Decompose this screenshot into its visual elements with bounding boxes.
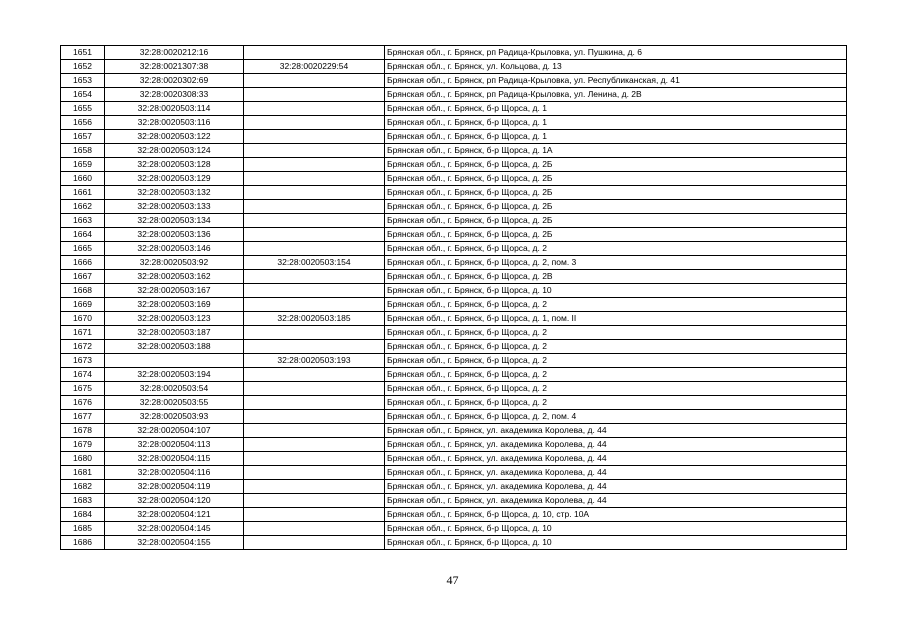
parent-cadastral-number-cell <box>244 298 385 312</box>
cadastral-number-cell: 32:28:0020503:116 <box>105 116 244 130</box>
cadastral-number-cell: 32:28:0020503:134 <box>105 214 244 228</box>
table-row <box>61 424 847 438</box>
table-row <box>61 228 847 242</box>
address-cell: Брянская обл., г. Брянск, б-р Щорса, д. 2 <box>385 368 847 382</box>
table-row <box>61 74 847 88</box>
parent-cadastral-number-cell <box>244 382 385 396</box>
address-cell: Брянская обл., г. Брянск, б-р Щорса, д. 2 <box>385 326 847 340</box>
parent-cadastral-number-cell <box>244 340 385 354</box>
cadastral-number-cell: 32:28:0020503:133 <box>105 200 244 214</box>
row-number-cell: 1675 <box>61 382 105 396</box>
parent-cadastral-number-cell <box>244 74 385 88</box>
cadastral-number-cell: 32:28:0020503:54 <box>105 382 244 396</box>
table-row <box>61 256 847 270</box>
table-row <box>61 382 847 396</box>
address-cell: Брянская обл., г. Брянск, б-р Щорса, д. 2Б <box>385 158 847 172</box>
row-number-cell: 1678 <box>61 424 105 438</box>
cadastral-number-cell: 32:28:0020503:55 <box>105 396 244 410</box>
address-cell: Брянская обл., г. Брянск, ул. академика Королева, д. 44 <box>385 480 847 494</box>
parent-cadastral-number-cell <box>244 228 385 242</box>
cadastral-number-cell: 32:28:0020308:33 <box>105 88 244 102</box>
row-number-cell: 1671 <box>61 326 105 340</box>
cadastral-number-cell: 32:28:0020212:16 <box>105 46 244 60</box>
address-cell: Брянская обл., г. Брянск, б-р Щорса, д. 10 <box>385 284 847 298</box>
address-cell: Брянская обл., г. Брянск, б-р Щорса, д. 2Б <box>385 186 847 200</box>
row-number-cell: 1662 <box>61 200 105 214</box>
row-number-cell: 1663 <box>61 214 105 228</box>
row-number-cell: 1679 <box>61 438 105 452</box>
row-number-cell: 1667 <box>61 270 105 284</box>
address-cell: Брянская обл., г. Брянск, б-р Щорса, д. 2Б <box>385 228 847 242</box>
row-number-cell: 1681 <box>61 466 105 480</box>
table-row <box>61 438 847 452</box>
address-cell: Брянская обл., г. Брянск, б-р Щорса, д. 1, пом. II <box>385 312 847 326</box>
table-row <box>61 214 847 228</box>
parent-cadastral-number-cell <box>244 466 385 480</box>
cadastral-number-cell: 32:28:0020504:120 <box>105 494 244 508</box>
table-row <box>61 396 847 410</box>
parent-cadastral-number-cell <box>244 46 385 60</box>
table-row <box>61 480 847 494</box>
parent-cadastral-number-cell <box>244 480 385 494</box>
address-cell: Брянская обл., г. Брянск, б-р Щорса, д. 2 <box>385 396 847 410</box>
address-cell: Брянская обл., г. Брянск, б-р Щорса, д. 2, пом. 4 <box>385 410 847 424</box>
table-row <box>61 158 847 172</box>
row-number-cell: 1651 <box>61 46 105 60</box>
parent-cadastral-number-cell <box>244 326 385 340</box>
cadastral-number-cell: 32:28:0020504:155 <box>105 536 244 550</box>
property-table <box>60 45 847 550</box>
table-row <box>61 354 847 368</box>
parent-cadastral-number-cell <box>244 130 385 144</box>
row-number-cell: 1676 <box>61 396 105 410</box>
row-number-cell: 1670 <box>61 312 105 326</box>
cadastral-number-cell: 32:28:0020503:129 <box>105 172 244 186</box>
row-number-cell: 1664 <box>61 228 105 242</box>
table-row <box>61 298 847 312</box>
table-row <box>61 130 847 144</box>
table-row <box>61 284 847 298</box>
cadastral-number-cell: 32:28:0020504:116 <box>105 466 244 480</box>
row-number-cell: 1666 <box>61 256 105 270</box>
table-row <box>61 368 847 382</box>
parent-cadastral-number-cell <box>244 144 385 158</box>
cadastral-number-cell: 32:28:0020503:187 <box>105 326 244 340</box>
table-row <box>61 270 847 284</box>
row-number-cell: 1683 <box>61 494 105 508</box>
row-number-cell: 1682 <box>61 480 105 494</box>
row-number-cell: 1659 <box>61 158 105 172</box>
parent-cadastral-number-cell <box>244 410 385 424</box>
address-cell: Брянская обл., г. Брянск, б-р Щорса, д. 2 <box>385 354 847 368</box>
table-row <box>61 46 847 60</box>
row-number-cell: 1685 <box>61 522 105 536</box>
parent-cadastral-number-cell <box>244 88 385 102</box>
row-number-cell: 1668 <box>61 284 105 298</box>
row-number-cell: 1677 <box>61 410 105 424</box>
cadastral-number-cell: 32:28:0020503:162 <box>105 270 244 284</box>
cadastral-number-cell: 32:28:0020503:124 <box>105 144 244 158</box>
parent-cadastral-number-cell <box>244 284 385 298</box>
address-cell: Брянская обл., г. Брянск, рп Радица-Крыловка, ул. Ленина, д. 2В <box>385 88 847 102</box>
table-row <box>61 340 847 354</box>
address-cell: Брянская обл., г. Брянск, б-р Щорса, д. 2 <box>385 242 847 256</box>
address-cell: Брянская обл., г. Брянск, ул. академика Королева, д. 44 <box>385 438 847 452</box>
cadastral-number-cell: 32:28:0021307:38 <box>105 60 244 74</box>
cadastral-number-cell: 32:28:0020504:115 <box>105 452 244 466</box>
address-cell: Брянская обл., г. Брянск, б-р Щорса, д. 2, пом. 3 <box>385 256 847 270</box>
table-row <box>61 186 847 200</box>
address-cell: Брянская обл., г. Брянск, б-р Щорса, д. 1 <box>385 130 847 144</box>
parent-cadastral-number-cell <box>244 116 385 130</box>
row-number-cell: 1654 <box>61 88 105 102</box>
address-cell: Брянская обл., г. Брянск, б-р Щорса, д. 2 <box>385 382 847 396</box>
cadastral-number-cell: 32:28:0020504:119 <box>105 480 244 494</box>
address-cell: Брянская обл., г. Брянск, ул. академика Королева, д. 44 <box>385 494 847 508</box>
row-number-cell: 1686 <box>61 536 105 550</box>
address-cell: Брянская обл., г. Брянск, б-р Щорса, д. 2Б <box>385 172 847 186</box>
parent-cadastral-number-cell <box>244 172 385 186</box>
row-number-cell: 1660 <box>61 172 105 186</box>
address-cell: Брянская обл., г. Брянск, рп Радица-Крыловка, ул. Пушкина, д. 6 <box>385 46 847 60</box>
address-cell: Брянская обл., г. Брянск, б-р Щорса, д. 1 <box>385 102 847 116</box>
parent-cadastral-number-cell <box>244 494 385 508</box>
table-row <box>61 410 847 424</box>
table-row <box>61 536 847 550</box>
parent-cadastral-number-cell <box>244 102 385 116</box>
row-number-cell: 1665 <box>61 242 105 256</box>
cadastral-number-cell: 32:28:0020503:93 <box>105 410 244 424</box>
row-number-cell: 1653 <box>61 74 105 88</box>
address-cell: Брянская обл., г. Брянск, рп Радица-Крыловка, ул. Республиканская, д. 41 <box>385 74 847 88</box>
address-cell: Брянская обл., г. Брянск, б-р Щорса, д. 10 <box>385 536 847 550</box>
cadastral-number-cell: 32:28:0020503:122 <box>105 130 244 144</box>
address-cell: Брянская обл., г. Брянск, ул. академика Королева, д. 44 <box>385 452 847 466</box>
address-cell: Брянская обл., г. Брянск, ул. академика Королева, д. 44 <box>385 466 847 480</box>
cadastral-number-cell: 32:28:0020504:107 <box>105 424 244 438</box>
table-row <box>61 102 847 116</box>
parent-cadastral-number-cell <box>244 186 385 200</box>
parent-cadastral-number-cell <box>244 158 385 172</box>
address-cell: Брянская обл., г. Брянск, б-р Щорса, д. 2 <box>385 298 847 312</box>
parent-cadastral-number-cell <box>244 214 385 228</box>
address-cell: Брянская обл., г. Брянск, б-р Щорса, д. 2В <box>385 270 847 284</box>
cadastral-number-cell <box>105 354 244 368</box>
table-row <box>61 60 847 74</box>
cadastral-number-cell: 32:28:0020503:123 <box>105 312 244 326</box>
cadastral-number-cell: 32:28:0020503:128 <box>105 158 244 172</box>
row-number-cell: 1673 <box>61 354 105 368</box>
property-table-body <box>61 46 847 550</box>
row-number-cell: 1672 <box>61 340 105 354</box>
row-number-cell: 1661 <box>61 186 105 200</box>
address-cell: Брянская обл., г. Брянск, б-р Щорса, д. 2 <box>385 340 847 354</box>
row-number-cell: 1655 <box>61 102 105 116</box>
row-number-cell: 1674 <box>61 368 105 382</box>
parent-cadastral-number-cell <box>244 270 385 284</box>
table-row <box>61 452 847 466</box>
table-row <box>61 116 847 130</box>
table-row <box>61 494 847 508</box>
parent-cadastral-number-cell <box>244 438 385 452</box>
cadastral-number-cell: 32:28:0020503:194 <box>105 368 244 382</box>
cadastral-number-cell: 32:28:0020503:92 <box>105 256 244 270</box>
row-number-cell: 1656 <box>61 116 105 130</box>
row-number-cell: 1680 <box>61 452 105 466</box>
parent-cadastral-number-cell <box>244 200 385 214</box>
cadastral-number-cell: 32:28:0020503:169 <box>105 298 244 312</box>
parent-cadastral-number-cell <box>244 242 385 256</box>
parent-cadastral-number-cell <box>244 452 385 466</box>
address-cell: Брянская обл., г. Брянск, б-р Щорса, д. 2Б <box>385 214 847 228</box>
row-number-cell: 1669 <box>61 298 105 312</box>
row-number-cell: 1684 <box>61 508 105 522</box>
row-number-cell: 1657 <box>61 130 105 144</box>
table-row <box>61 508 847 522</box>
address-cell: Брянская обл., г. Брянск, ул. академика Королева, д. 44 <box>385 424 847 438</box>
table-row <box>61 522 847 536</box>
cadastral-number-cell: 32:28:0020503:188 <box>105 340 244 354</box>
parent-cadastral-number-cell: 32:28:0020229:54 <box>244 60 385 74</box>
parent-cadastral-number-cell: 32:28:0020503:193 <box>244 354 385 368</box>
row-number-cell: 1652 <box>61 60 105 74</box>
table-row <box>61 144 847 158</box>
cadastral-number-cell: 32:28:0020504:145 <box>105 522 244 536</box>
cadastral-number-cell: 32:28:0020503:132 <box>105 186 244 200</box>
table-row <box>61 200 847 214</box>
parent-cadastral-number-cell <box>244 396 385 410</box>
address-cell: Брянская обл., г. Брянск, ул. Кольцова, д. 13 <box>385 60 847 74</box>
parent-cadastral-number-cell: 32:28:0020503:154 <box>244 256 385 270</box>
cadastral-number-cell: 32:28:0020503:136 <box>105 228 244 242</box>
cadastral-number-cell: 32:28:0020503:146 <box>105 242 244 256</box>
address-cell: Брянская обл., г. Брянск, б-р Щорса, д. 1 <box>385 116 847 130</box>
parent-cadastral-number-cell: 32:28:0020503:185 <box>244 312 385 326</box>
cadastral-number-cell: 32:28:0020302:69 <box>105 74 244 88</box>
address-cell: Брянская обл., г. Брянск, б-р Щорса, д. 1А <box>385 144 847 158</box>
parent-cadastral-number-cell <box>244 424 385 438</box>
parent-cadastral-number-cell <box>244 536 385 550</box>
cadastral-number-cell: 32:28:0020504:121 <box>105 508 244 522</box>
table-row <box>61 312 847 326</box>
page-number: 47 <box>446 573 459 587</box>
table-row <box>61 466 847 480</box>
address-cell: Брянская обл., г. Брянск, б-р Щорса, д. 10 <box>385 522 847 536</box>
cadastral-number-cell: 32:28:0020503:114 <box>105 102 244 116</box>
address-cell: Брянская обл., г. Брянск, б-р Щорса, д. 10, стр. 10А <box>385 508 847 522</box>
table-row <box>61 326 847 340</box>
parent-cadastral-number-cell <box>244 368 385 382</box>
address-cell: Брянская обл., г. Брянск, б-р Щорса, д. 2Б <box>385 200 847 214</box>
parent-cadastral-number-cell <box>244 508 385 522</box>
table-row <box>61 88 847 102</box>
row-number-cell: 1658 <box>61 144 105 158</box>
table-row <box>61 242 847 256</box>
cadastral-number-cell: 32:28:0020504:113 <box>105 438 244 452</box>
table-row <box>61 172 847 186</box>
cadastral-number-cell: 32:28:0020503:167 <box>105 284 244 298</box>
parent-cadastral-number-cell <box>244 522 385 536</box>
